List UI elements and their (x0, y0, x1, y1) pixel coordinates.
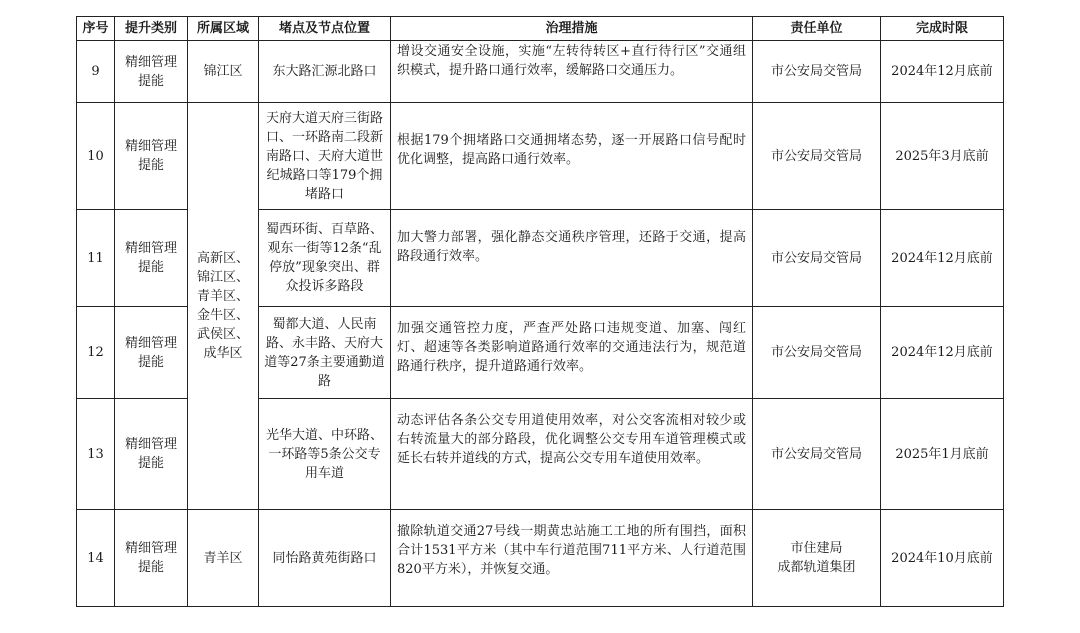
table-row (77, 510, 1004, 607)
row-no: 9 (77, 41, 115, 103)
row-measure: 撤除轨道交通27号线一期黄忠站施工工地的所有围挡，面积合计1531平方米（其中车行道范围711平方米、人行道范围820平方米），并恢复交通。 (391, 510, 753, 607)
row-measure: 加强交通管控力度，严查严处路口违规变道、加塞、闯红灯、超速等各类影响道路通行效率的交通违法行为，规范道路通行秩序，提升道路通行效率。 (391, 307, 753, 399)
header-location: 堵点及节点位置 (259, 17, 391, 41)
row-deadline: 2025年1月底前 (881, 399, 1004, 510)
row-unit: 市公安局交管局 (753, 103, 881, 210)
header-unit: 责任单位 (753, 17, 881, 41)
header-category: 提升类别 (115, 17, 188, 41)
row-region: 青羊区 (188, 510, 259, 607)
row-unit (753, 510, 881, 607)
row-category: 精细管理提能 (115, 103, 188, 210)
row-unit: 市公安局交管局 (753, 210, 881, 307)
row-location: 蜀都大道、人民南路、永丰路、天府大道等27条主要通勤道路 (259, 307, 391, 399)
row-deadline: 2024年12月底前 (881, 307, 1004, 399)
row-location: 天府大道天府三街路口、一环路南二段新南路口、天府大道世纪城路口等179个拥堵路口 (259, 103, 391, 210)
row-measure: 加大警力部署，强化静态交通秩序管理，还路于交通，提高路段通行效率。 (391, 210, 753, 307)
row-region-merged: 高新区、锦江区、青羊区、金牛区、武侯区、成华区 (188, 103, 259, 510)
row-location: 光华大道、中环路、一环路等5条公交专用车道 (259, 399, 391, 510)
row-location: 同怡路黄苑街路口 (259, 510, 391, 607)
row-no: 10 (77, 103, 115, 210)
row-measure: 增设交通安全设施，实施“左转待转区+直行待行区”交通组织模式，提升路口通行效率，缓解路口交通压力。 (391, 41, 753, 103)
row-category: 精细管理提能 (115, 210, 188, 307)
row-region: 锦江区 (188, 41, 259, 103)
header-deadline: 完成时限 (881, 17, 1004, 41)
row-measure: 动态评估各条公交专用道使用效率，对公交客流相对较少或右转流量大的部分路段，优化调整公交专用车道管理模式或延长右转并道线的方式，提高公交专用车道使用效率。 (391, 399, 753, 510)
row-no: 12 (77, 307, 115, 399)
row-deadline: 2025年3月底前 (881, 103, 1004, 210)
row-measure: 根据179个拥堵路口交通拥堵态势，逐一开展路口信号配时优化调整，提高路口通行效率。 (391, 103, 753, 210)
row-deadline: 2024年12月底前 (881, 210, 1004, 307)
row-deadline: 2024年12月底前 (881, 41, 1004, 103)
row-category: 精细管理提能 (115, 41, 188, 103)
governance-table (76, 16, 1004, 607)
row-location: 东大路汇源北路口 (259, 41, 391, 103)
row-no: 13 (77, 399, 115, 510)
table-row (77, 103, 1004, 210)
table-row (77, 41, 1004, 103)
unit-line-2: 成都轨道集团 (777, 560, 856, 575)
row-location: 蜀西环街、百草路、观东一街等12条“乱停放”现象突出、群众投诉多路段 (259, 210, 391, 307)
row-category: 精细管理提能 (115, 307, 188, 399)
header-row (77, 17, 1004, 41)
row-deadline: 2024年10月底前 (881, 510, 1004, 607)
row-unit: 市公安局交管局 (753, 41, 881, 103)
row-no: 11 (77, 210, 115, 307)
unit-line-1: 市住建局 (790, 541, 843, 556)
header-no: 序号 (77, 17, 115, 41)
header-region: 所属区域 (188, 17, 259, 41)
row-category: 精细管理提能 (115, 399, 188, 510)
header-measure: 治理措施 (391, 17, 753, 41)
row-no: 14 (77, 510, 115, 607)
row-unit: 市公安局交管局 (753, 399, 881, 510)
row-category: 精细管理提能 (115, 510, 188, 607)
row-unit: 市公安局交管局 (753, 307, 881, 399)
